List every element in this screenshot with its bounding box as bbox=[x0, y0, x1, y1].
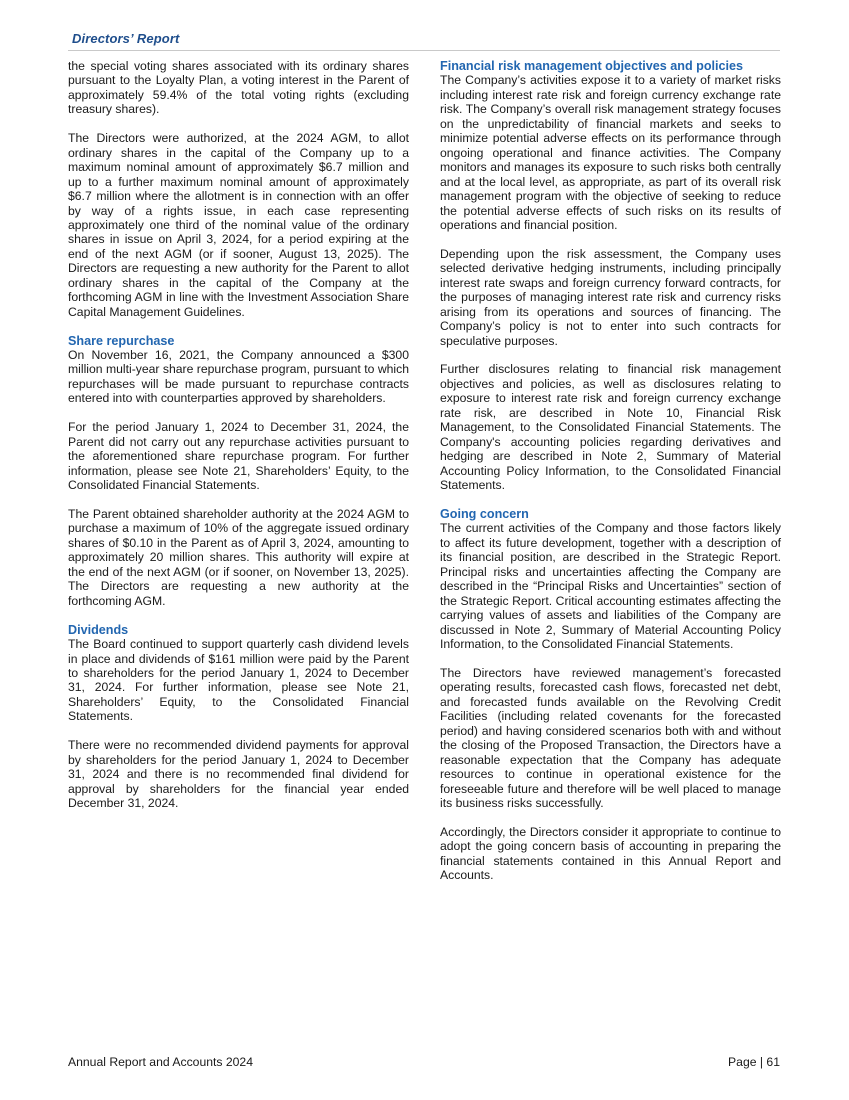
paragraph-dividends-paid: The Board continued to support quarterly cash dividend levels in place and dividends of $161 million were paid by the Parent to shareholders for the period January 1, 2024 to December 31, 2024. For further information, please see Note 21, Shareholders’ Equity, to the Consolidated Financial Statements. bbox=[68, 637, 409, 724]
right-column bbox=[440, 59, 781, 897]
header-title: Directors’ Report bbox=[72, 31, 180, 46]
dividends-heading: Dividends bbox=[68, 622, 129, 637]
paragraph-going-concern-basis: Accordingly, the Directors consider it appropriate to continue to adopt the going concern basis of accounting in preparing the financial statements contained in this Annual Report and Accounts. bbox=[440, 824, 781, 883]
paragraph-allotment-authority: The Directors were authorized, at the 2024 AGM, to allot ordinary shares in the capital of the Company up to a maximum nominal amount of approximately $6.7 million and up to a further maximum nominal amount of approximately $6.7 million where the allotment is in connection with an offer by way of a rights issue, in each case representing approximately one third of the nominal value of the ordinary shares in issue on April 3, 2024, for a period expiring at the end of the next AGM (or if sooner, August 13, 2025). The Directors are requesting a new authority for the Parent to allot ordinary shares in the capital of the Company at the forthcoming AGM in line with the Investment Association Share Capital Management Guidelines. bbox=[68, 131, 409, 319]
paragraph-further-disclosures: Further disclosures relating to financial risk management objectives and policies, as well as disclosures relating to exposure to interest rate risk and foreign currency exchange rate risk, are described in Note 10, Financial Risk Management, to the Consolidated Financial Statements. The Company's accounting policies regarding derivatives and hedging are described in Note 2, Summary of Material Accounting Policy Information, to the Consolidated Financial Statements. bbox=[440, 362, 781, 493]
footer-report-title: Annual Report and Accounts 2024 bbox=[68, 1055, 253, 1069]
share-repurchase-heading: Share repurchase bbox=[68, 333, 175, 348]
paragraph-no-recommended-dividend: There were no recommended dividend payments for approval by shareholders for the period January 1, 2024 to December 31, 2024 and there is no recommended final dividend for approval by shareholders for the financial year ended December 31, 2024. bbox=[68, 738, 409, 811]
paragraph-current-activities: The current activities of the Company and those factors likely to affect its future development, together with a description of its financial position, are described in the Strategic Report. Principal risks and uncertainties affecting the Company are described in the “Principal Risks and Uncertainties” section of the Strategic Report. Critical accounting estimates affecting the carrying values of assets and liabilities of the Company are discussed in Note 2, Summary of Material Accounting Policy Information, to the Consolidated Financial Statements. bbox=[440, 521, 781, 652]
paragraph-repurchase-period: For the period January 1, 2024 to December 31, 2024, the Parent did not carry out any repurchase activities pursuant to the aforementioned share repurchase program. For further information, please see Note 21, Shareholders’ Equity, to the Consolidated Financial Statements. bbox=[68, 420, 409, 493]
left-column bbox=[68, 59, 409, 825]
financial-risk-heading: Financial risk management objectives and policies bbox=[440, 59, 744, 73]
paragraph-directors-review: The Directors have reviewed management’s forecasted operating results, forecasted cash flows, forecasted net debt, and forecasted funds available on the Revolving Credit Facilities (including related covenants for the forecasted period) and having considered scenarios both with and without the closing of the Proposed Transaction, the Directors have a reasonable expectation that the Company has adequate resources to continue in operational existence for the foreseeable future and therefore will be well placed to manage its business risks successfully. bbox=[440, 665, 781, 811]
going-concern-heading: Going concern bbox=[440, 507, 529, 521]
page-header bbox=[68, 31, 780, 51]
paragraph-market-risks: The Company’s activities expose it to a variety of market risks including interest rate risk and foreign currency exchange rate risk. The Company’s overall risk management strategy focuses on the unpredictability of financial markets and seeks to minimize potential adverse effects on its performance through ongoing operational and finance activities. The Company monitors and manages its exposure to such risks both centrally and at the local level, as appropriate, as part of its overall risk management program with the objective of seeking to reduce the potential adverse effects of such risks on its results of operations and financial position. bbox=[440, 73, 781, 232]
paragraph-repurchase-authority: The Parent obtained shareholder authority at the 2024 AGM to purchase a maximum of 10% of the aggregate issued ordinary shares of $0.10 in the Parent as of April 3, 2024, amounting to approximately 20 million shares. This authority will expire at the end of the next AGM (or if sooner, on November 13, 2025). The Directors are requesting a new authority at the forthcoming AGM. bbox=[68, 506, 409, 608]
footer-page-number: Page | 61 bbox=[728, 1055, 780, 1069]
paragraph-loyalty-voting: the special voting shares associated with its ordinary shares pursuant to the Loyalty Plan, a voting interest in the Parent of approximately 59.4% of the total voting rights (excluding treasury shares). bbox=[68, 59, 409, 117]
paragraph-repurchase-program: On November 16, 2021, the Company announced a $300 million multi-year share repurchase program, pursuant to which repurchases will be made pursuant to repurchase contracts entered into with counterparties approved by shareholders. bbox=[68, 348, 409, 406]
paragraph-hedging-instruments: Depending upon the risk assessment, the Company uses selected derivative hedging instruments, including principally interest rate swaps and foreign currency forward contracts, for the purposes of managing interest rate risk and currency risks arising from its operations and sources of financing. The Company’s policy is not to enter into such contracts for speculative purposes. bbox=[440, 246, 781, 348]
